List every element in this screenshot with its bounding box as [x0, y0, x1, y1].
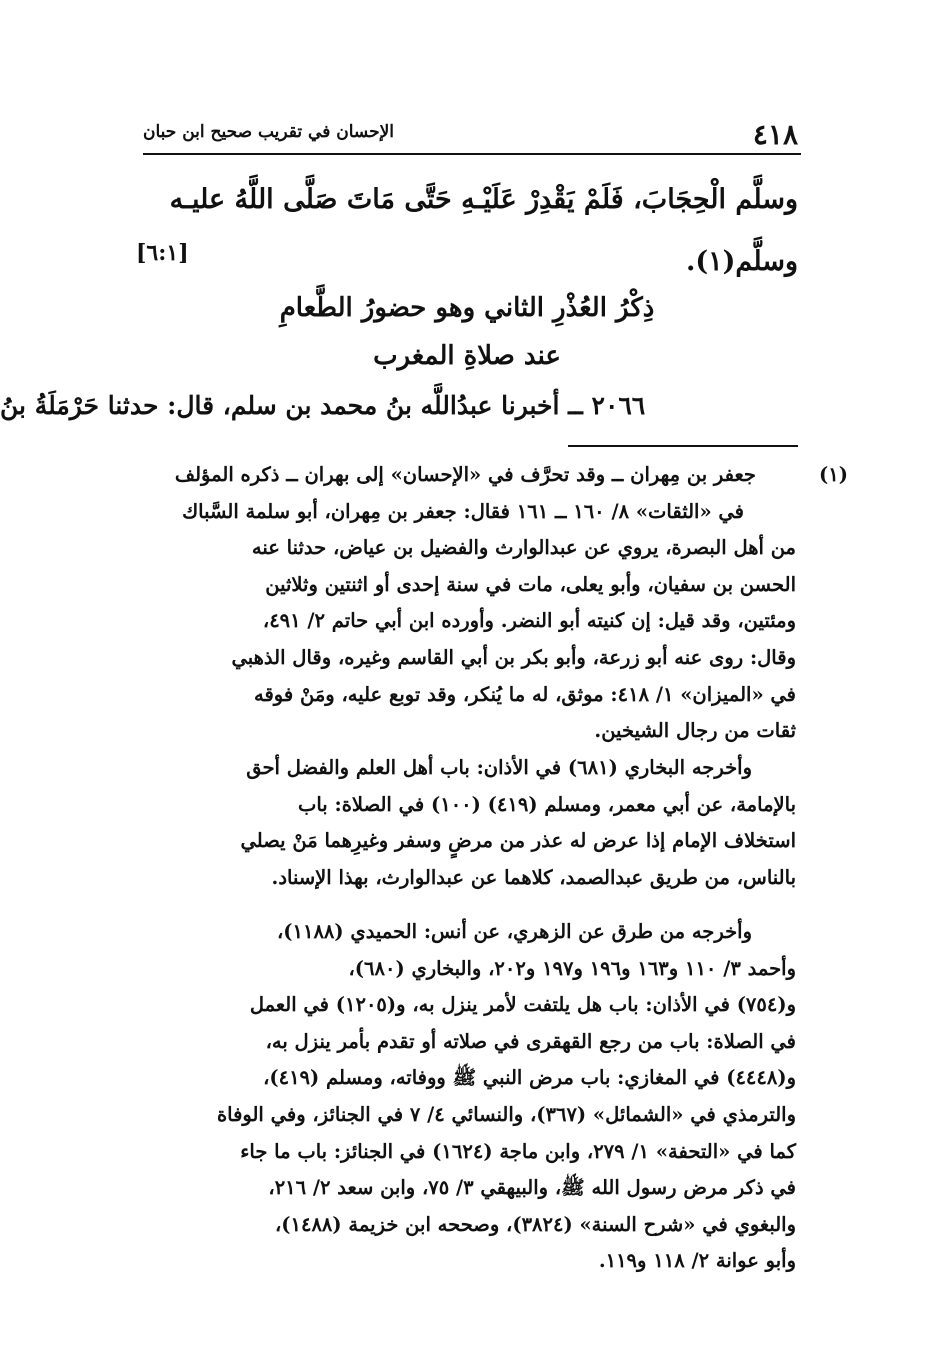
header-divider [143, 153, 801, 155]
footnote-line: وقال: روى عنه أبو زرعة، وأبو بكر بن أبي القاسم وغيره، وقال الذهبي [231, 645, 796, 669]
footnote-number: (١) [819, 463, 848, 486]
footnote-line: في الصلاة: باب من رجع القهقرى في صلاته أو تقدم بأمر ينزل به، [265, 1029, 796, 1053]
footnote-line: الحسن بن سفيان، وأبو يعلى، مات في سنة إحدى أو اثنتين وثلاثين [265, 572, 796, 596]
footnote-line: بالناس، من طريق عبدالصمد، كلاهما عن عبدالوارث، بهذا الإسناد. [271, 865, 796, 889]
chapter-heading-line-2: عند صلاةِ المغرب [373, 341, 561, 371]
footnote-line: وأخرجه من طرق عن الزهري، عن أنس: الحميدي (١١٨٨)، [276, 920, 752, 943]
footnote-line: استخلاف الإمام إذا عرض له عذر من مرضٍ وسفر وغيرِهما مَنْ يصلي [240, 829, 796, 853]
footnote-paragraph-3 [136, 914, 796, 1280]
footnote-line: و(٧٥٤) في الأذان: باب هل يلتفت لأمر ينزل به، و(١٢٠٥) في العمل [249, 993, 796, 1017]
running-title: الإحسان في تقريب صحيح ابن حبان [143, 122, 394, 142]
reference-tag: [٦:١] [136, 240, 189, 266]
main-text-line-2: وسلَّم(١). [685, 246, 798, 277]
footnote-line: من أهل البصرة، يروي عن عبدالوارث والفضيل بن عياض، حدثنا عنه [251, 536, 796, 560]
chapter-heading-line-1: ذِكْرُ العُذْرِ الثاني وهو حضورُ الطَّعامِ [279, 293, 655, 323]
footnote-line: ثقات من رجال الشيخين. [594, 719, 796, 743]
footnote-line: جعفر بن مِهران ــ وقد تحرَّف في «الإحسان» إلى بهران ــ ذكره المؤلف [174, 463, 756, 486]
page-number: ٤١٨ [752, 118, 798, 151]
footnote-line: والبغوي في «شرح السنة» (٣٨٢٤)، وصححه ابن خزيمة (١٤٨٨)، [274, 1212, 796, 1236]
footnote-paragraph-1 [136, 457, 848, 750]
footnote-line: والترمذي في «الشمائل» (٣٦٧)، والنسائي ٤/ ٧ في الجنائز، وفي الوفاة [216, 1102, 796, 1126]
footnote-line: كما في «التحفة» ١/ ٢٧٩، وابن ماجة (١٦٢٤) في الجنائز: باب ما جاء [240, 1139, 796, 1163]
footnote-line: وأحمد ٣/ ١١٠ و١٦٣ و١٩٦ و١٩٧ و٢٠٢، والبخاري (٦٨٠)، [348, 956, 796, 980]
footnote-paragraph-2 [136, 750, 796, 896]
footnote-line: وأبو عوانة ٢/ ١١٨ و١١٩. [598, 1249, 796, 1273]
main-text-line-1: وسلَّم الْحِجَابَ، فَلَمْ يَقْدِرْ عَلَيْـهِ حَتَّى مَاتَ صَلَّى اللَّهُ عليـه [169, 184, 798, 215]
footnote-line: في ذكر مرض رسول الله ﷺ، والبيهقي ٣/ ٧٥، وابن سعد ٢/ ٢١٦، [268, 1176, 796, 1200]
footnote-line: في «الميزان» ١/ ٤١٨: موثق، له ما يُنكر، وقد توبع عليه، ومَنْ فوقه [254, 682, 796, 706]
footnote-line: في «الثقات» ٨/ ١٦٠ ــ ١٦١ فقال: جعفر بن مِهران، أبو سلمة السَّباك [182, 499, 744, 523]
footnote-line: ومئتين، وقد قيل: إن كنيته أبو النضر. وأورده ابن أبي حاتم ٢/ ٤٩١، [262, 609, 796, 633]
footnote-line: وأخرجه البخاري (٦٨١) في الأذان: باب أهل العلم والفضل أحق [246, 756, 752, 779]
footnote-line: بالإمامة، عن أبي معمر، ومسلم (٤١٩) (١٠٠) في الصلاة: باب [298, 792, 796, 816]
footnote-line: و(٤٤٤٨) في المغازي: باب مرض النبي ﷺ ووفاته، ومسلم (٤١٩)، [263, 1066, 796, 1090]
footnote-divider [568, 445, 798, 447]
page-header [143, 112, 798, 152]
hadith-text: ٢٠٦٦ ــ أخبرنا عبدُاللَّه بنُ محمد بن سلم، قال: حدثنا حَرْمَلَةُ بنُ [0, 391, 646, 420]
